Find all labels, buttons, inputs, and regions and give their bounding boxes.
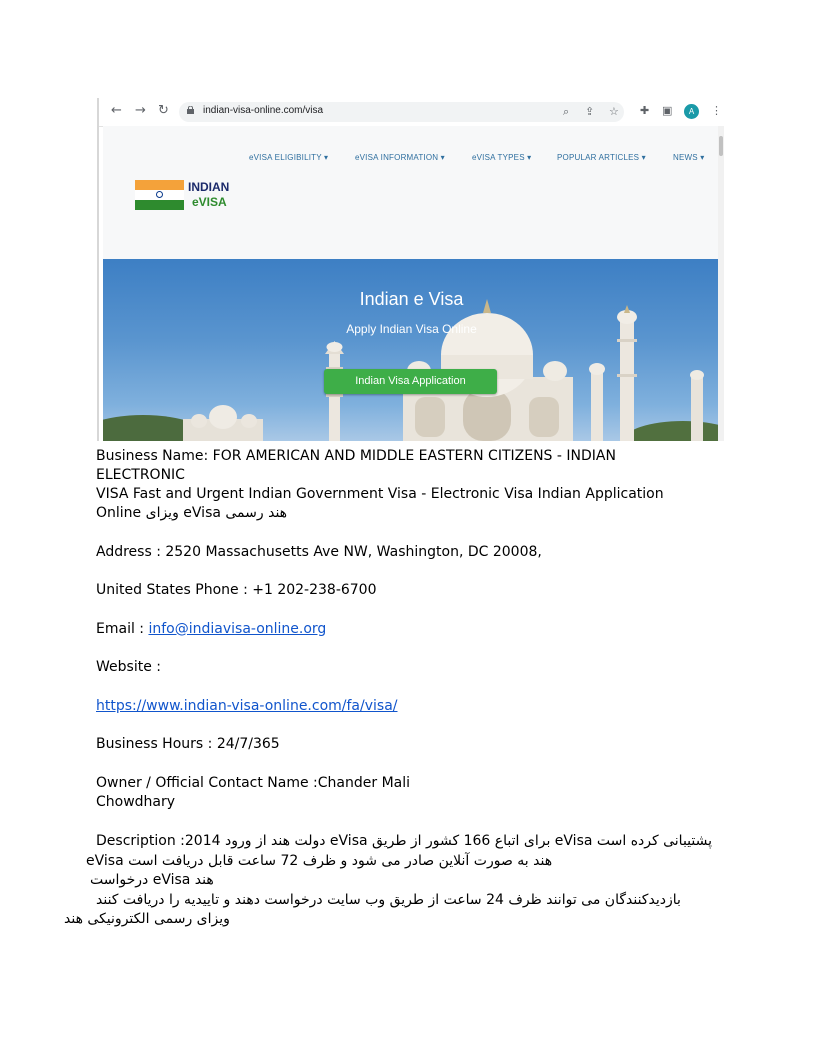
business-details	[96, 447, 736, 812]
phone: United States Phone : +1 202-238-6700	[96, 582, 377, 598]
business-name-line-1: Business Name: FOR AMERICAN AND MIDDLE EASTERN CITIZENS - INDIAN	[96, 448, 616, 464]
menu-dots-icon[interactable]: ⋮	[711, 104, 722, 117]
website-label: Website :	[96, 659, 161, 675]
owner-line-1: Owner / Official Contact Name :Chander Mali	[96, 774, 411, 791]
email-link[interactable]: info@indiavisa-online.org	[148, 620, 327, 637]
hero-subtitle: Apply Indian Visa Online	[346, 322, 477, 336]
side-panel-icon[interactable]: ▣	[662, 104, 673, 117]
menu-popular-articles[interactable]: POPULAR ARTICLES ▾	[557, 153, 646, 162]
description	[60, 832, 740, 930]
india-flag-icon	[135, 180, 184, 210]
owner-line-2: Chowdhary	[96, 793, 176, 810]
profile-avatar[interactable]: A	[684, 104, 699, 119]
description-line-5: ویزای رسمی الکترونیکی هند	[64, 911, 230, 927]
hero-title: Indian e Visa	[359, 289, 464, 309]
description-line-3: درخواست eVisa هند	[90, 872, 214, 888]
business-name-line-2: ELECTRONIC	[96, 467, 185, 483]
menu-news[interactable]: NEWS ▾	[673, 153, 705, 162]
extensions-icon[interactable]: ✚	[640, 104, 650, 117]
embedded-screenshot	[97, 98, 724, 441]
forward-icon[interactable]: →	[135, 103, 146, 118]
scrollbar-thumb[interactable]	[719, 136, 723, 156]
back-icon[interactable]: ←	[111, 103, 122, 118]
page-scrollbar[interactable]	[718, 126, 724, 441]
browser-toolbar	[99, 98, 724, 127]
menu-evisa-types[interactable]: eVISA TYPES ▾	[472, 153, 532, 162]
email-label: Email :	[96, 620, 149, 637]
website-link[interactable]: https://www.indian-visa-online.com/fa/visa/	[96, 697, 398, 714]
business-name-line-3: VISA Fast and Urgent Indian Government Visa - Electronic Visa Indian Application	[96, 486, 664, 502]
business-name-line-4: Online ویزای eVisa هند رسمی	[96, 505, 288, 521]
menu-evisa-eligibility[interactable]: eVISA ELIGIBILITY ▾	[249, 153, 329, 162]
menu-evisa-information[interactable]: eVISA INFORMATION ▾	[355, 153, 445, 162]
description-line-1: Description :2014 دولت هند از ورود eVisa برای اتباع 166 کشور از طریق eVisa پشتیبانی کرده است	[96, 833, 713, 849]
taj-mahal-image	[103, 259, 720, 441]
description-line-2: eVisa هند به صورت آنلاین صادر می شود و ظرف 72 ساعت قابل دریافت است	[86, 852, 553, 869]
hero-banner	[103, 259, 720, 441]
address: Address : 2520 Massachusetts Ave NW, Washington, DC 20008,	[96, 543, 542, 560]
business-hours: Business Hours : 24/7/365	[96, 736, 280, 752]
share-icon[interactable]: ⇪	[585, 105, 595, 118]
apply-visa-button[interactable]: Indian Visa Application	[324, 369, 497, 394]
lock-icon	[187, 106, 194, 114]
description-line-4: بازدیدکنندگان می توانند ظرف 24 ساعت از طریق وب سایت درخواست دهند و تاییدیه را دریافت کنند	[96, 891, 681, 908]
url-text: indian-visa-online.com/visa	[203, 105, 324, 116]
address-bar[interactable]	[179, 102, 624, 122]
logo-indian: INDIAN	[188, 180, 230, 194]
reload-icon[interactable]: ↻	[158, 103, 169, 118]
logo-evisa: eVISA	[192, 195, 227, 209]
email-line	[96, 620, 736, 639]
star-icon[interactable]: ☆	[609, 105, 619, 118]
search-icon[interactable]: ⌕	[563, 105, 570, 118]
